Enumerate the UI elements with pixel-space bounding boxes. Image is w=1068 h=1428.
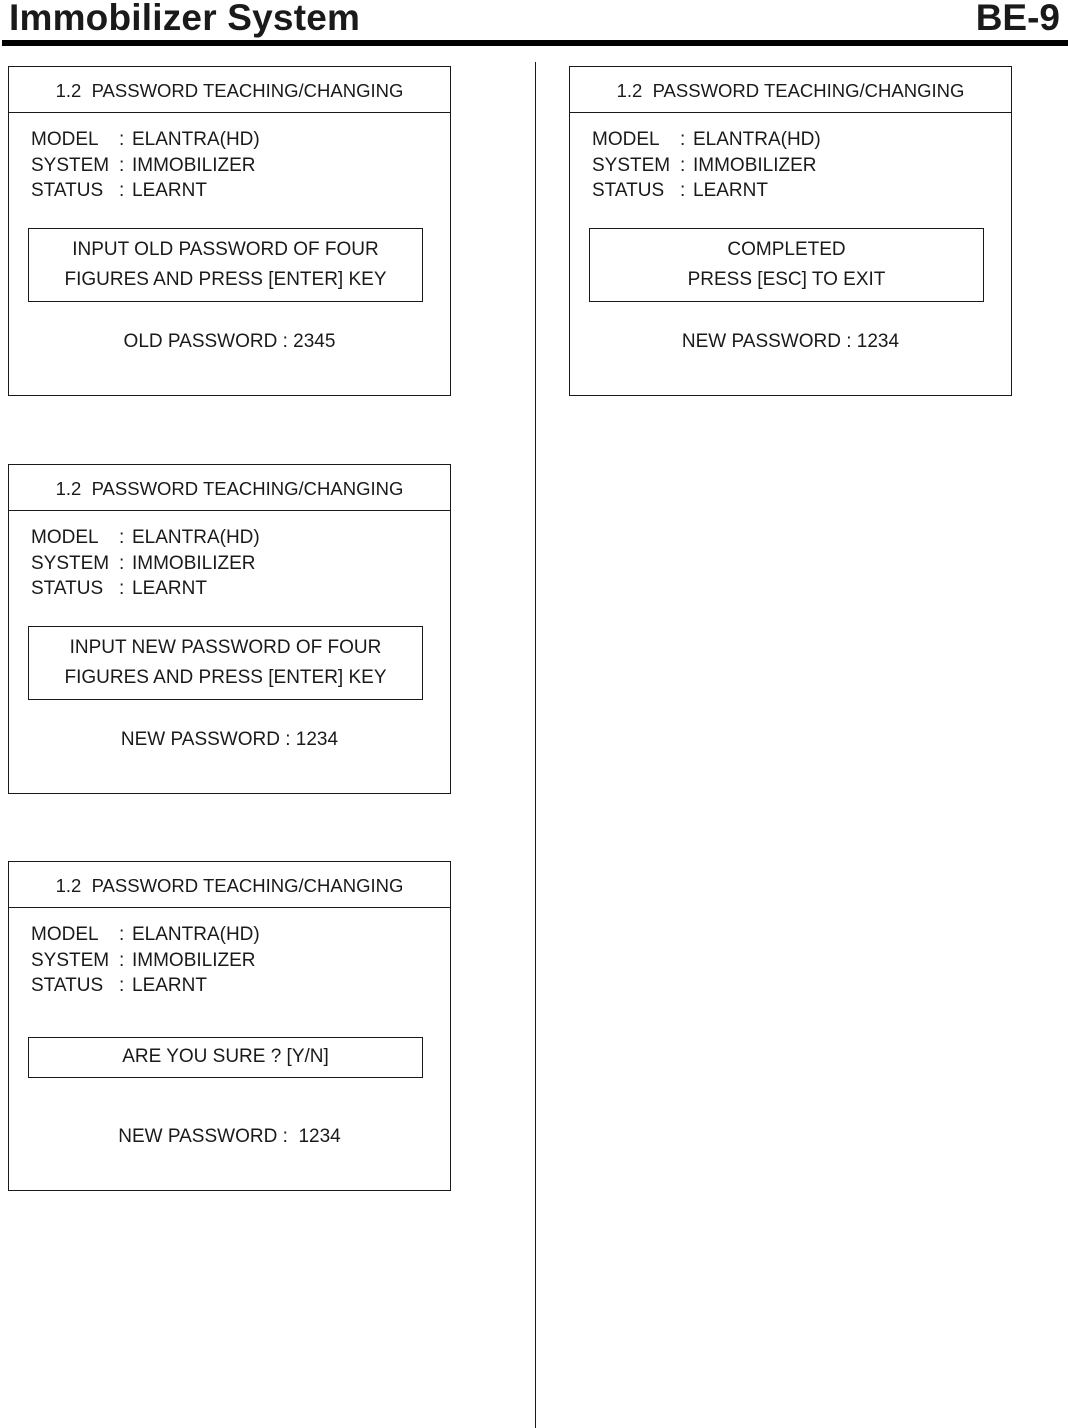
separator: : xyxy=(119,950,125,971)
model-value: ELANTRA(HD) xyxy=(132,129,260,150)
screen-panel-new-password xyxy=(8,464,451,794)
password-row: NEW PASSWORD : 1234 xyxy=(118,1126,341,1147)
system-value: IMMOBILIZER xyxy=(132,950,256,971)
status-label: STATUS xyxy=(592,180,665,201)
message-line: FIGURES AND PRESS [ENTER] KEY xyxy=(64,667,387,688)
password-value: 1234 xyxy=(295,729,339,750)
panel-title: 1.2 PASSWORD TEACHING/CHANGING xyxy=(9,465,450,511)
status-value: LEARNT xyxy=(132,180,207,201)
password-label: NEW PASSWORD xyxy=(118,1126,278,1147)
separator: : xyxy=(119,155,125,176)
system-label: SYSTEM xyxy=(31,155,110,176)
system-value: IMMOBILIZER xyxy=(132,155,256,176)
message-line: COMPLETED xyxy=(727,239,846,260)
status-row xyxy=(31,180,207,202)
password-value: 2345 xyxy=(293,331,336,352)
separator: : xyxy=(119,578,125,599)
password-value: 1234 xyxy=(298,1126,341,1147)
system-row xyxy=(31,155,256,177)
status-value: LEARNT xyxy=(693,180,768,201)
message-box xyxy=(28,626,423,700)
separator: : xyxy=(119,924,125,945)
model-value: ELANTRA(HD) xyxy=(693,129,821,150)
message-line: ARE YOU SURE ? [Y/N] xyxy=(122,1046,329,1067)
separator: : xyxy=(680,129,686,150)
system-row xyxy=(592,155,817,177)
model-label: MODEL xyxy=(31,129,99,150)
system-label: SYSTEM xyxy=(31,553,110,574)
system-row xyxy=(31,553,256,575)
separator: : xyxy=(119,527,125,548)
model-row xyxy=(31,924,260,946)
header-rule xyxy=(2,40,1068,46)
password-row: NEW PASSWORD : 1234 xyxy=(681,331,900,352)
section-title: Immobilizer System xyxy=(9,0,361,38)
status-row xyxy=(31,578,207,600)
message-box xyxy=(28,228,423,302)
status-label: STATUS xyxy=(31,578,104,599)
page-header xyxy=(0,0,1068,48)
system-row xyxy=(31,950,256,972)
model-label: MODEL xyxy=(592,129,660,150)
model-value: ELANTRA(HD) xyxy=(132,527,260,548)
model-label: MODEL xyxy=(31,527,99,548)
status-label: STATUS xyxy=(31,180,104,201)
message-line: PRESS [ESC] TO EXIT xyxy=(687,269,886,290)
message-line: INPUT NEW PASSWORD OF FOUR xyxy=(69,637,382,658)
message-box xyxy=(28,1037,423,1078)
system-value: IMMOBILIZER xyxy=(693,155,817,176)
column-divider xyxy=(535,62,536,1428)
separator: : xyxy=(119,553,125,574)
separator: : xyxy=(119,129,125,150)
separator: : xyxy=(119,975,125,996)
system-label: SYSTEM xyxy=(592,155,671,176)
status-row xyxy=(592,180,768,202)
screen-panel-completed xyxy=(569,66,1012,396)
separator: : xyxy=(680,180,686,201)
separator: : xyxy=(680,155,686,176)
model-value: ELANTRA(HD) xyxy=(132,924,260,945)
password-row: OLD PASSWORD : 2345 xyxy=(123,331,336,352)
panel-title: 1.2 PASSWORD TEACHING/CHANGING xyxy=(570,67,1011,113)
page-number: BE-9 xyxy=(975,0,1060,38)
status-value: LEARNT xyxy=(132,578,207,599)
password-value: 1234 xyxy=(856,331,900,352)
password-row: NEW PASSWORD : 1234 xyxy=(120,729,339,750)
message-line: FIGURES AND PRESS [ENTER] KEY xyxy=(64,269,387,290)
model-label: MODEL xyxy=(31,924,99,945)
separator: : xyxy=(119,180,125,201)
panel-title: 1.2 PASSWORD TEACHING/CHANGING xyxy=(9,67,450,113)
screen-panel-confirm xyxy=(8,861,451,1191)
system-label: SYSTEM xyxy=(31,950,110,971)
status-label: STATUS xyxy=(31,975,104,996)
model-row xyxy=(592,129,821,151)
screen-panel-old-password xyxy=(8,66,451,396)
panel-title: 1.2 PASSWORD TEACHING/CHANGING xyxy=(9,862,450,908)
password-label: OLD PASSWORD xyxy=(123,331,278,352)
message-box xyxy=(589,228,984,302)
model-row xyxy=(31,129,260,151)
message-line: INPUT OLD PASSWORD OF FOUR xyxy=(72,239,379,260)
status-row xyxy=(31,975,207,997)
model-row xyxy=(31,527,260,549)
status-value: LEARNT xyxy=(132,975,207,996)
password-label: NEW PASSWORD xyxy=(681,331,841,352)
system-value: IMMOBILIZER xyxy=(132,553,256,574)
password-label: NEW PASSWORD xyxy=(120,729,280,750)
